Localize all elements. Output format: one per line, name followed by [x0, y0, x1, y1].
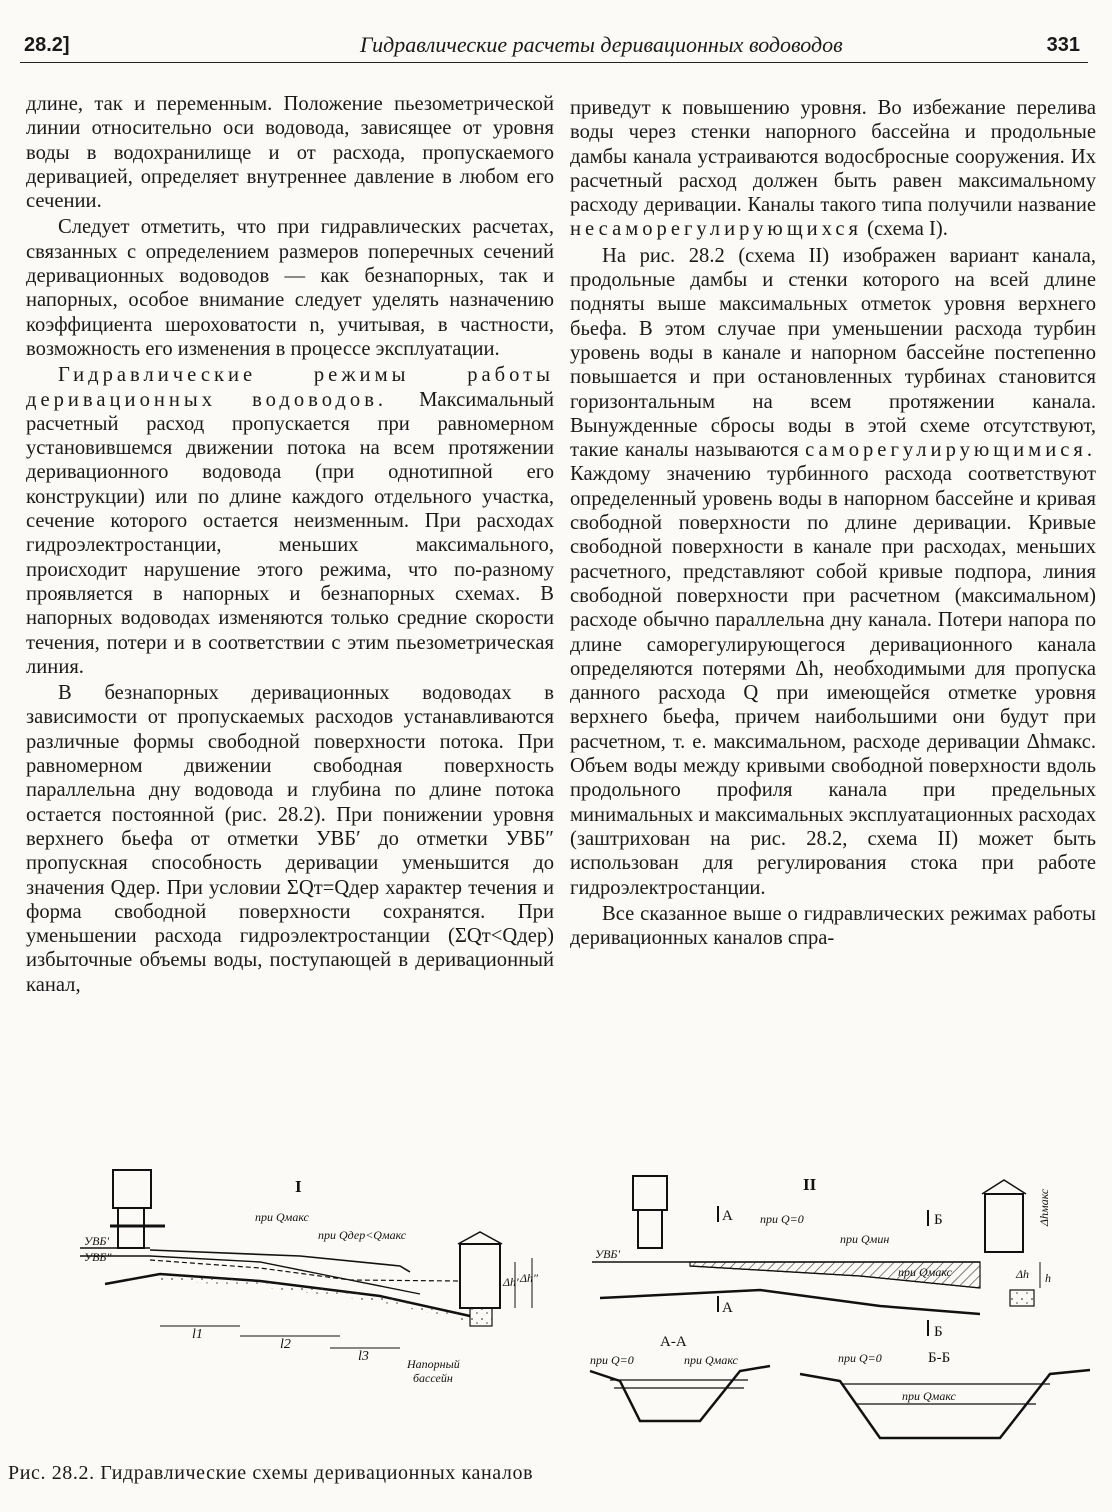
- section-b-top: Б: [934, 1212, 943, 1228]
- q-der-label: при Qдер<Qмакс: [318, 1228, 407, 1242]
- running-header: [20, 28, 1088, 63]
- scheme-1-label: I: [295, 1177, 302, 1196]
- paragraph: длине, так и переменным. Положение пьезометрической линии относительно оси водовода, зависящее от уровня воды в водохранилище и от расхода, пропускаемого деривацией, определяет внутреннее давление в любом его сечении.: [26, 93, 554, 213]
- paragraph: В безнапорных деривационных водоводах в зависимости от пропускаемых расходов устанавливаются различные формы свободной поверхности потока. При равномерном движении свободная поверхность параллельна дну водовода и глубина по длине потока остается постоянной (рис. 28.2). При понижении уровня верхнего бьефа от отметки УВБ′ до отметки УВБ″ пропускная способность деривации уменьшится до значения Qдер. При условии ΣQт=Qдер характер течения и форма свободной поверхности сохранятся. При уменьшении расхода гидроэлектростанции (ΣQт<Qдер) избыточные объемы воды, поступающей в деривационный канал,: [26, 682, 554, 996]
- intake-gate: [118, 1208, 144, 1248]
- section-aa-title: А-А: [660, 1334, 687, 1350]
- subsection-heading: Гидравлические режимы работы деривационных водоводов.: [26, 364, 554, 411]
- running-title: Гидравлические расчеты деривационных водоводов: [360, 32, 843, 57]
- section-a-bottom: A: [722, 1300, 733, 1316]
- paragraph: На рис. 28.2 (схема II) изображен вариант канала, продольные дамбы и стенки которого на всей длине подняты выше максимальных отметок уровня верхнего бьефа. В этом случае при уменьшении расхода турбин уровень воды в канале и напорном бассейне постепенно повышается и при остановленных турбинах становится горизонтальным на всем протяжении канала. Вынужденные сбросы воды в этой схеме отсутствуют, такие каналы называются саморегулирующимися. Каждому значению турбинного расхода соответствуют определенный уровень воды в напорном бассейне и кривая свободной поверхности по длине деривации. Кривые свободной поверхности в канале при расходах, меньших расчетного, представляют собой кривые подпора, линия свободной поверхности при расчетном (максимальном) расходе обычно параллельна дну канала. Потери напора по длине саморегулирующегося деривационного канала определяются потерями Δh, необходимыми для пропуска данного расхода Q при имеющейся отметке уровня верхнего бьефа, причем наибольшими они будут при расчетном, т. е. максимальном, расходе деривации Δhмакс. Объем воды между кривыми свободной поверхности вдоль продольного профиля канала при предельных минимальных и максимальных эксплуатационных расходах (заштрихован на рис. 28.2, схема II) может быть использован для регулирования стока при работе гидроэлектростанции.: [570, 244, 1096, 899]
- qmin-label: при Qмин: [840, 1232, 890, 1246]
- figure-caption: Рис. 28.2. Гидравлические схемы деривационных каналов: [8, 1462, 534, 1484]
- section-a-top: A: [722, 1208, 733, 1224]
- left-column: [26, 92, 554, 997]
- section-bb-title: Б-Б: [928, 1350, 951, 1366]
- paragraph: Все сказанное выше о гидравлических режимах работы деривационных каналов спра-: [570, 902, 1096, 950]
- basin-label-1: Напорный: [407, 1357, 460, 1371]
- scheme-2-label: II: [803, 1175, 817, 1194]
- figure-diagram: [0, 1166, 1112, 1456]
- term: саморегулирующимися.: [805, 439, 1096, 462]
- basin-label-2: бассейн: [413, 1371, 453, 1385]
- right-column: [570, 96, 1096, 950]
- paragraph: Следует отметить, что при гидравлических расчетах, связанных с определением размеров поперечных сечений деривационных водоводов — как безнапорных, так и напорных, особое внимание следует уделять назначению коэффициента шероховатости n, учитывая, в частности, возможность его изменения в процессе эксплуатации.: [26, 216, 554, 360]
- uvb2-label: УВБ″: [84, 1250, 112, 1264]
- section-bb: [800, 1350, 1090, 1438]
- aa-qmax-label: при Qмакс: [684, 1353, 738, 1367]
- dh-label: Δh: [1016, 1267, 1030, 1281]
- intake-hoist: [633, 1176, 667, 1210]
- page-number: 331: [1046, 34, 1080, 56]
- figure-28-2: [0, 1166, 1112, 1456]
- dh2-label: Δh″: [520, 1271, 539, 1285]
- paragraph: приведут к повышению уровня. Во избежание перелива воды через стенки напорного бассейна и продольные дамбы канала устраиваются водосбросные сооружения. Их расчетный расход должен быть равен максимальному расходу деривации. Каналы такого типа получили название несаморегулирующихся (схема I).: [570, 97, 1096, 241]
- intake-gate: [638, 1210, 662, 1248]
- term: несаморегулирующихся: [570, 218, 863, 241]
- paragraph: Гидравлические режимы работы деривационных водоводов. Максимальный расчетный расход пропускается при равномерном установившемся движении потока на всем протяжении деривационного водовода (при однотипной его конструкции) или по длине каждого отдельного участка, сечение которого остается неизменным. При расходах гидроэлектростанции, меньших максимального, происходит нарушение этого режима, что по-разному проявляется в напорных и безнапорных схемах. В напорных водоводах изменяются только средние скорости течения, потери и в соответствии с этим пьезометрическая линия.: [26, 364, 554, 678]
- h-label: h: [1045, 1271, 1051, 1285]
- dhmax-label: Δhмакс: [1037, 1188, 1051, 1226]
- section-number: 28.2]: [24, 34, 70, 56]
- q0-label: при Q=0: [760, 1212, 804, 1226]
- aa-q0-label: при Q=0: [590, 1353, 634, 1367]
- section-b-bottom: Б: [934, 1324, 943, 1340]
- l3-label: l3: [358, 1349, 369, 1364]
- scheme-2: [592, 1175, 1051, 1340]
- l1-label: l1: [192, 1327, 203, 1342]
- canal-bed: [600, 1290, 980, 1314]
- section-aa: [590, 1334, 770, 1421]
- dam-crest: [150, 1250, 410, 1272]
- pressure-basin: [985, 1194, 1023, 1252]
- uvb-label: УВБ′: [595, 1247, 621, 1261]
- l2-label: l2: [280, 1337, 291, 1352]
- intake-hoist: [113, 1170, 151, 1208]
- bb-qmax-label: при Qмакс: [902, 1389, 956, 1403]
- scheme-1: [80, 1170, 539, 1385]
- pressure-basin: [460, 1244, 500, 1308]
- dh1-label: Δh′: [503, 1275, 519, 1289]
- bb-q0-label: при Q=0: [838, 1351, 882, 1365]
- uvb1-label: УВБ′: [84, 1234, 110, 1248]
- qmax-label: при Qмакс: [898, 1265, 952, 1279]
- q-max-label: при Qмакс: [255, 1210, 309, 1224]
